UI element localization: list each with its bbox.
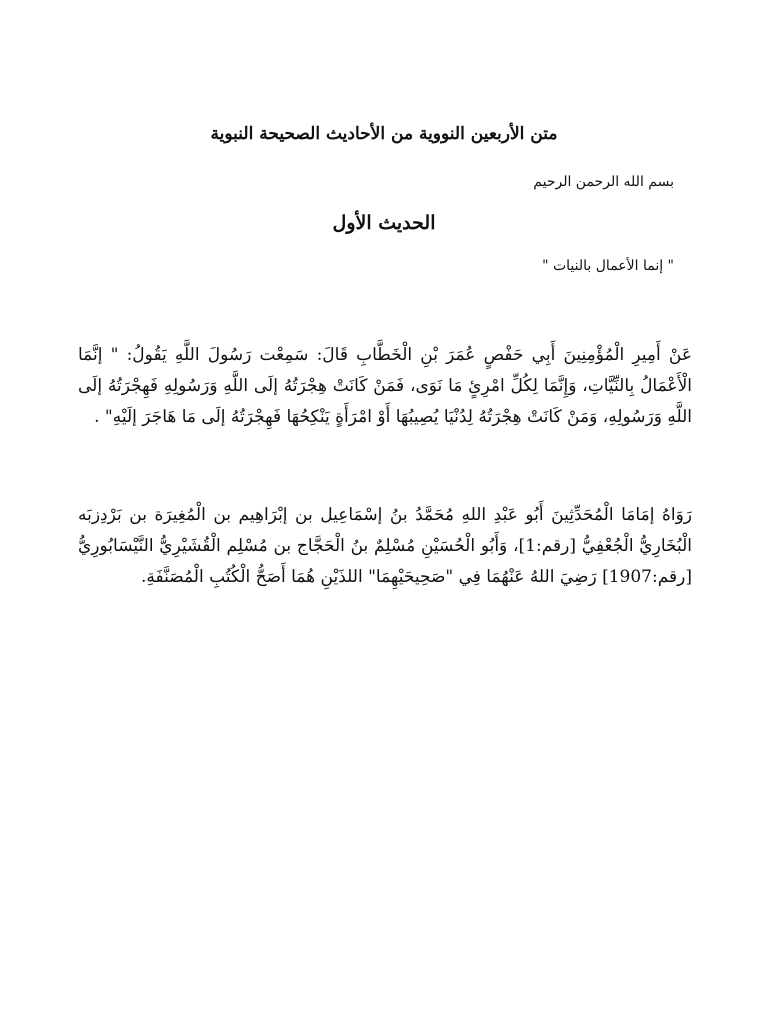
narration-paragraph: رَوَاهُ إمَامَا الْمُحَدِّثِينَ أَبُو عَبْدِ اللهِ مُحَمَّدُ بنُ إسْمَاعِيل بن إبْرَاهِيم بن الْمُغِيرَة بن بَرْدِزبَه الْبُخَارِيُّ الْجُعْفِيُّ [رقم:1]، وَأَبُو الْحُسَيْنِ مُسْلِمٌ بنُ الْحَجَّاج بن مُسْلِم الْقُشَيْرِيُّ النَّيْسَابُورِيُّ [رقم:1907] رَضِيَ اللهُ عَنْهُمَا فِي "صَحِيحَيْهِمَا" اللذَيْنِ هُمَا أَصَحُّ الْكُتُبِ الْمُصَنَّفَةِ. (78, 505, 693, 587)
hadith-subtitle: " إنما الأعمال بالنيات " (542, 258, 674, 274)
document-title: متن الأربعين النووية من الأحاديث الصحيحة النبوية (210, 124, 558, 144)
basmala-line: بسم الله الرحمن الرحيم (533, 174, 674, 190)
hadith-text-paragraph: عَنْ أَمِيرِ الْمُؤْمِنِينَ أَبِي حَفْصٍ عُمَرَ بْنِ الْخَطَّابِ قَالَ: سَمِعْت رَسُولَ اللَّهِ يَقُولُ: " إنَّمَا الْأَعْمَالُ بِالنِّيَّاتِ، وَإِنَّمَا لِكُلِّ امْرِئٍ مَا نَوَى، فَمَنْ كَانَتْ هِجْرَتُهُ إلَى اللَّهِ وَرَسُولِهِ فَهِجْرَتُهُ إلَى اللَّهِ وَرَسُولِهِ، وَمَنْ كَانَتْ هِجْرَتُهُ لِدُنْيَا يُصِيبُهَا أَوْ امْرَأَةٍ يَنْكِحُهَا فَهِجْرَتُهُ إلَى مَا هَاجَرَ إلَيْهِ" . (78, 345, 692, 427)
hadith-heading: الحديث الأول (332, 212, 436, 234)
